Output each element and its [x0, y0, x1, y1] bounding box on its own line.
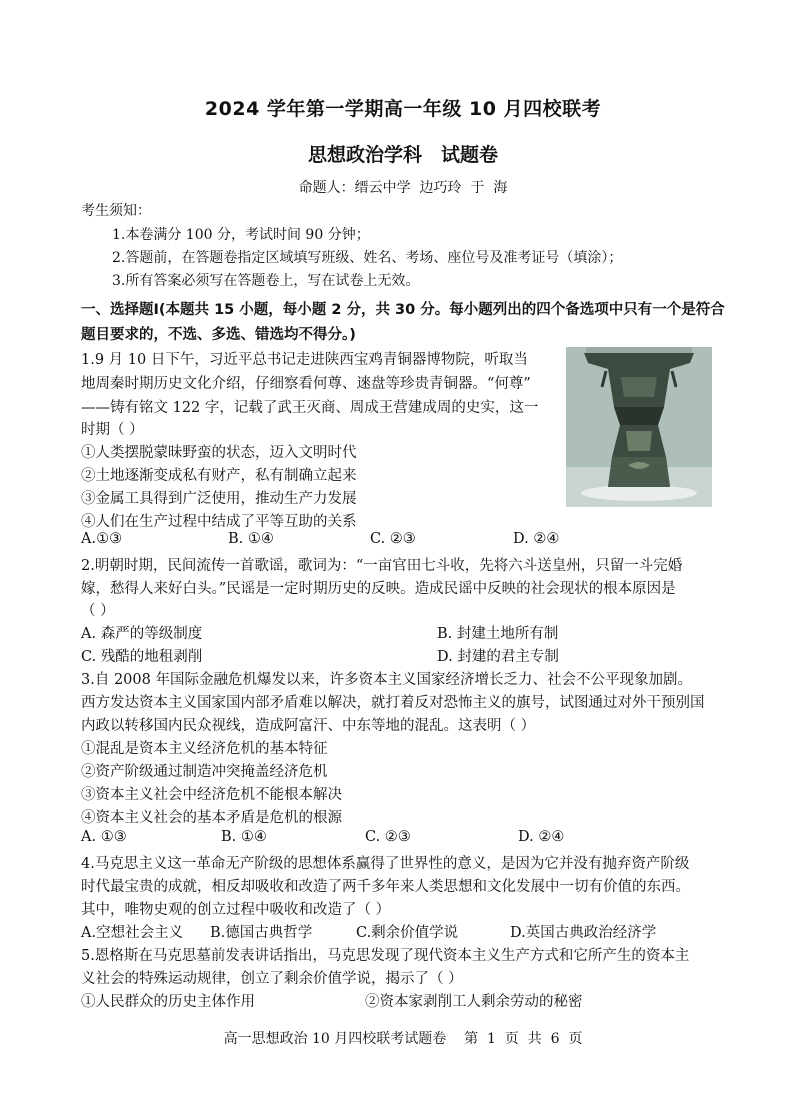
q5-line-2: 义社会的特殊运动规律，创立了剩余价值学说，揭示了（ ） [81, 971, 463, 987]
q4-option-d: D.英国古典政治经济学 [510, 925, 657, 941]
q2-option-a: A. 森严的等级制度 [81, 626, 203, 642]
notice-heading: 考生须知： [81, 203, 151, 219]
q2-line-2: 嫁，愁得人来好白头。”民谣是一定时期历史的反映。造成民谣中反映的社会现状的根本原因是 [81, 581, 676, 597]
q4-option-b: B.德国古典哲学 [210, 925, 313, 941]
q3-option-a: A. ①③ [81, 829, 127, 845]
q3-statement-2: ②资产阶级通过制造冲突掩盖经济危机 [81, 764, 328, 780]
q2-line-3: （ ） [81, 603, 115, 619]
exam-subtitle: 思想政治学科 试题卷 [307, 144, 498, 166]
q1-option-b: B. ①④ [228, 531, 274, 547]
q3-option-d: D. ②④ [518, 829, 565, 845]
section-heading: 一、选择题Ⅰ(本题共 15 小题，每小题 2 分，共 30 分。每小题列出的四个备选项中只有一个是符合题目要求的，不选、多选、错选均不得分。) [81, 302, 725, 343]
q2-option-b: B. 封建土地所有制 [437, 626, 559, 642]
q4-option-c: C.剩余价值学说 [356, 925, 459, 941]
exam-author: 命题人：缙云中学 边巧玲 于 海 [298, 180, 508, 196]
q3-line-2: 西方发达资本主义国家国内部矛盾难以解决，就打着反对恐怖主义的旗号，试图通过对外干预别国 [81, 695, 705, 711]
notice-item-2: 2.答题前，在答题卷指定区域填写班级、姓名、考场、座位号及准考证号（填涂）； [112, 250, 623, 266]
q4-option-a: A.空想社会主义 [81, 925, 184, 941]
q4-line-3: 其中，唯物史观的创立过程中吸收和改造了（ ） [81, 902, 391, 918]
q2-line-1: 2.明朝时期，民间流传一首歌谣，歌词为：“一亩官田七斗收，先将六斗送皇州，只留一斗完婚 [81, 558, 683, 574]
q5-statement-2: ②资本家剥削工人剩余劳动的秘密 [365, 994, 583, 1010]
notice-item-3: 3.所有答案必须写在答题卷上，写在试卷上无效。 [112, 273, 420, 289]
q1-line-4: 时期（ ） [81, 422, 144, 438]
q4-line-2: 时代最宝贵的成就，相反却吸收和改造了两千多年来人类思想和文化发展中一切有价值的东西。 [81, 879, 690, 895]
q1-option-a: A.①③ [81, 531, 123, 547]
q1-statement-1: ①人类摆脱蒙昧野蛮的状态，迈入文明时代 [81, 445, 357, 461]
q3-statement-4: ④资本主义社会的基本矛盾是危机的根源 [81, 810, 342, 826]
exam-title: 2024 学年第一学期高一年级 10 月四校联考 [204, 98, 602, 120]
q1-option-c: C. ②③ [370, 531, 416, 547]
q1-statement-3: ③金属工具得到广泛使用，推动生产力发展 [81, 491, 357, 507]
q4-line-1: 4.马克思主义这一革命无产阶级的思想体系赢得了世界性的意义，是因为它并没有抛弃资产阶级 [81, 856, 690, 872]
q3-line-1: 3.自 2008 年国际金融危机爆发以来，许多资本主义国家经济增长乏力、社会不公平现象加剧。 [81, 672, 692, 688]
q3-option-b: B. ①④ [221, 829, 267, 845]
page-footer: 高一思想政治 10 月四校联考试题卷 第 1 页 共 6 页 [223, 1031, 583, 1047]
q1-statement-2: ②土地逐渐变成私有财产，私有制确立起来 [81, 468, 357, 484]
q1-option-d: D. ②④ [513, 531, 560, 547]
q2-option-d: D. 封建的君主专制 [437, 649, 559, 665]
q3-statement-3: ③资本主义社会中经济危机不能根本解决 [81, 787, 342, 803]
q2-option-c: C. 残酷的地租剥削 [81, 649, 203, 665]
q3-statement-1: ①混乱是资本主义经济危机的基本特征 [81, 741, 328, 757]
q1-statement-4: ④人们在生产过程中结成了平等互助的关系 [81, 514, 357, 530]
bronze-vessel-image [566, 347, 712, 507]
q1-line-2: 地周秦时期历史文化介绍，仔细察看何尊、逨盘等珍贵青铜器。“何尊” [81, 376, 531, 392]
q1-line-1: 1.9 月 10 日下午，习近平总书记走进陕西宝鸡青铜器博物院，听取当 [81, 352, 528, 368]
q1-line-3: ——铸有铭文 122 字，记载了武王灭商、周成王营建成周的史实，这一 [81, 400, 539, 416]
bronze-vessel-photo [566, 347, 712, 507]
q3-line-3: 内政以转移国内民众视线，造成阿富汗、中东等地的混乱。这表明（ ） [81, 718, 536, 734]
notice-item-1: 1.本卷满分 100 分，考试时间 90 分钟； [112, 227, 370, 243]
q5-line-1: 5.恩格斯在马克思墓前发表讲话指出，马克思发现了现代资本主义生产方式和它所产生的资本主 [81, 948, 690, 964]
q5-statement-1: ①人民群众的历史主体作用 [81, 994, 255, 1010]
q3-option-c: C. ②③ [365, 829, 411, 845]
